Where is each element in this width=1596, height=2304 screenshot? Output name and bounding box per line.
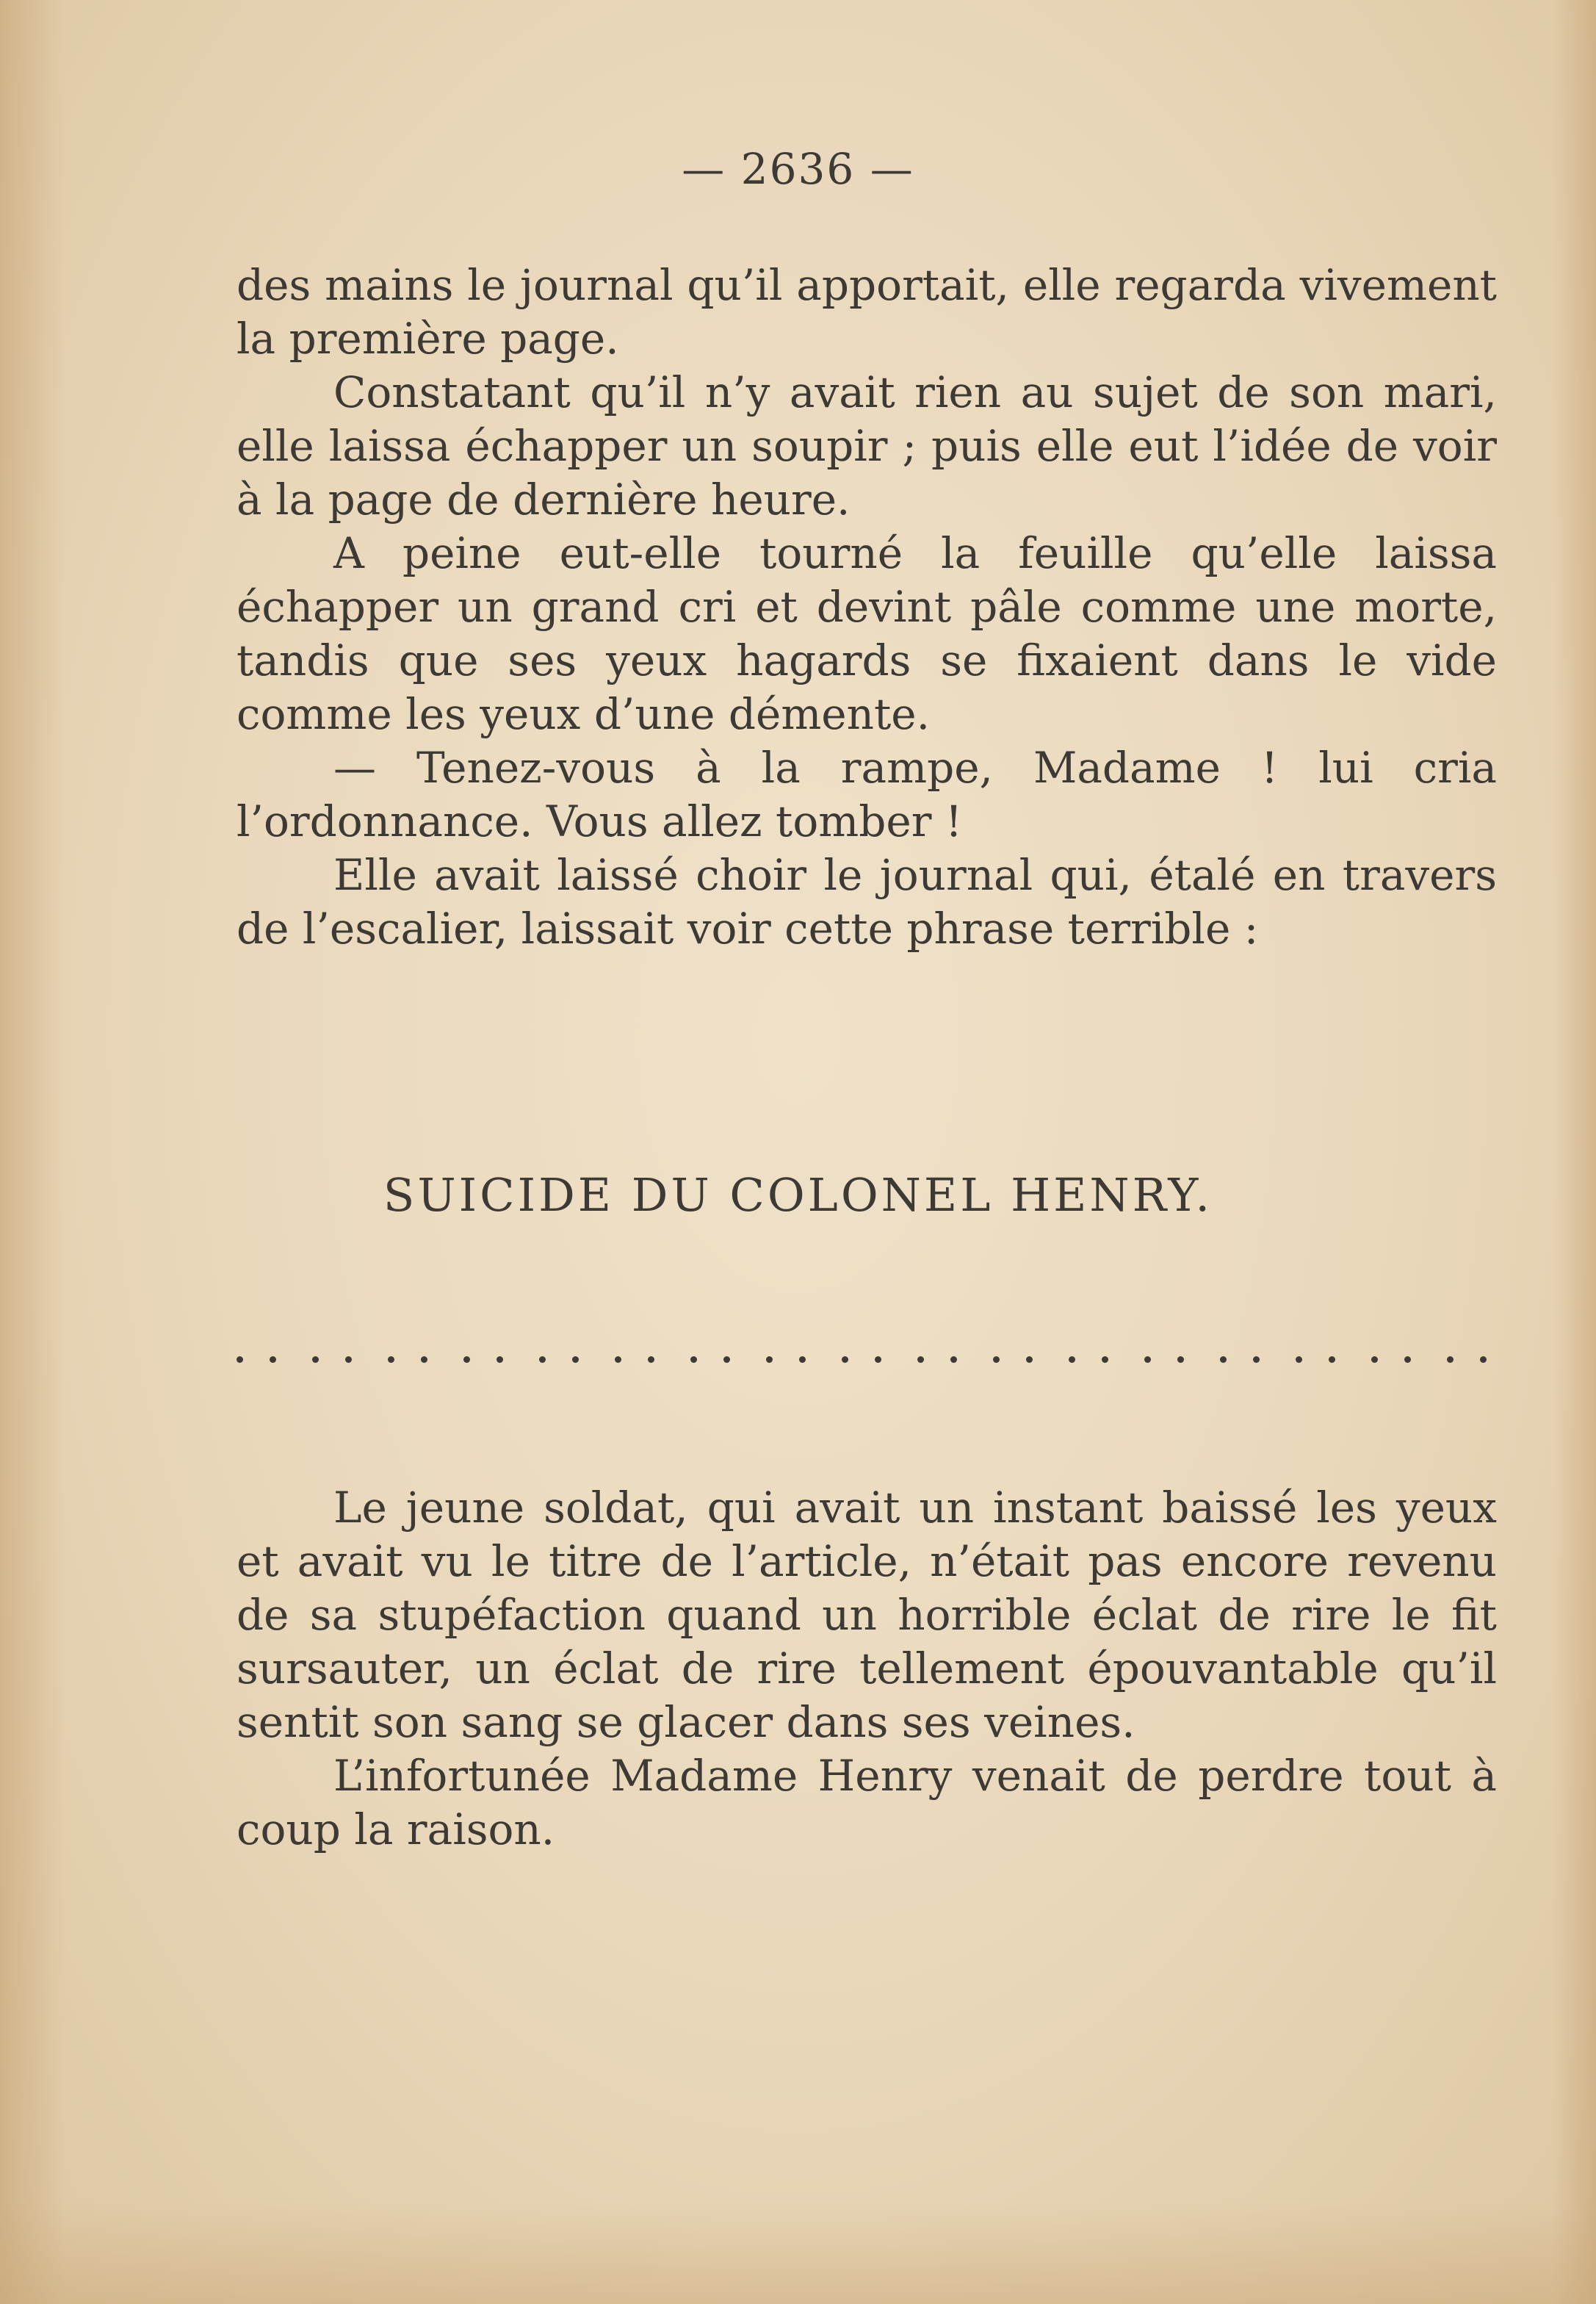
newspaper-headline: SUICIDE DU COLONEL HENRY. — [383, 1168, 1213, 1222]
separator-dot — [1177, 1356, 1184, 1363]
paragraph: Constatant qu’il n’y avait rien au sujet de son mari, elle laissa échapper un soupir ; puis elle eut l’idée de voir à la page de dernière heure. — [236, 367, 1497, 525]
separator-dot — [463, 1356, 470, 1363]
separator-dot — [270, 1356, 276, 1363]
separator-dot — [615, 1356, 621, 1363]
separator-dot — [312, 1356, 319, 1363]
separator-dot — [1069, 1356, 1075, 1363]
paragraph: L’infortunée Madame Henry venait de perdre tout à coup la raison. — [236, 1751, 1497, 1854]
page-edge-bottom — [0, 2201, 1596, 2304]
page-number: — 2636 — — [682, 144, 914, 194]
separator-dot — [1144, 1356, 1151, 1363]
page-edge-left — [0, 0, 66, 2304]
separator-dot — [1253, 1356, 1260, 1363]
separator-dot — [1329, 1356, 1335, 1363]
paragraph: Elle avait laissé choir le journal qui, étalé en travers de l’escalier, laissait voir cette phrase terrible : — [236, 850, 1497, 954]
paragraph: A peine eut-elle tourné la feuille qu’elle laissa échapper un grand cri et devint pâle comme une morte, tandis que ses yeux hagards se fixaient dans le vide comme les yeux d’une démente. — [236, 528, 1497, 739]
text-block-bottom — [236, 1481, 1497, 1857]
separator-dot — [648, 1356, 654, 1363]
separator-dot — [875, 1356, 881, 1363]
separator-dot — [1220, 1356, 1227, 1363]
separator-dot — [1296, 1356, 1302, 1363]
separator-dot — [950, 1356, 957, 1363]
separator-dot — [1404, 1356, 1411, 1363]
paragraph: Le jeune soldat, qui avait un instant baissé les yeux et avait vu le titre de l’article, n’était pas encore revenu de sa stupéfaction quand un horrible éclat de rire le fit sursauter, un éclat de rire tellement épouvantable qu’il sentit son sang se glacer dans ses veines. — [236, 1483, 1497, 1747]
separator-dot — [539, 1356, 546, 1363]
paragraph: des mains le journal qu’il apportait, elle regarda vivement la première page. — [236, 260, 1497, 364]
separator-dot — [799, 1356, 806, 1363]
separator-dot — [1102, 1356, 1108, 1363]
separator-dot — [572, 1356, 579, 1363]
separator-dot — [993, 1356, 1000, 1363]
separator-dot — [842, 1356, 848, 1363]
separator-dot — [1447, 1356, 1454, 1363]
separator-dot — [917, 1356, 924, 1363]
paragraph: — Tenez-vous à la rampe, Madame ! lui cria l’ordonnance. Vous allez tomber ! — [236, 743, 1497, 846]
separator-dot — [690, 1356, 697, 1363]
text-block-top — [236, 259, 1497, 956]
dotted-separator — [236, 1350, 1497, 1368]
separator-dot — [421, 1356, 427, 1363]
page-edge-right — [1552, 0, 1596, 2304]
separator-dot — [497, 1356, 503, 1363]
separator-dot — [723, 1356, 730, 1363]
separator-dot — [766, 1356, 773, 1363]
separator-dot — [1026, 1356, 1033, 1363]
separator-dot — [236, 1356, 243, 1363]
separator-dot — [345, 1356, 352, 1363]
separator-dot — [1480, 1356, 1487, 1363]
separator-dot — [1371, 1356, 1378, 1363]
separator-dot — [388, 1356, 394, 1363]
